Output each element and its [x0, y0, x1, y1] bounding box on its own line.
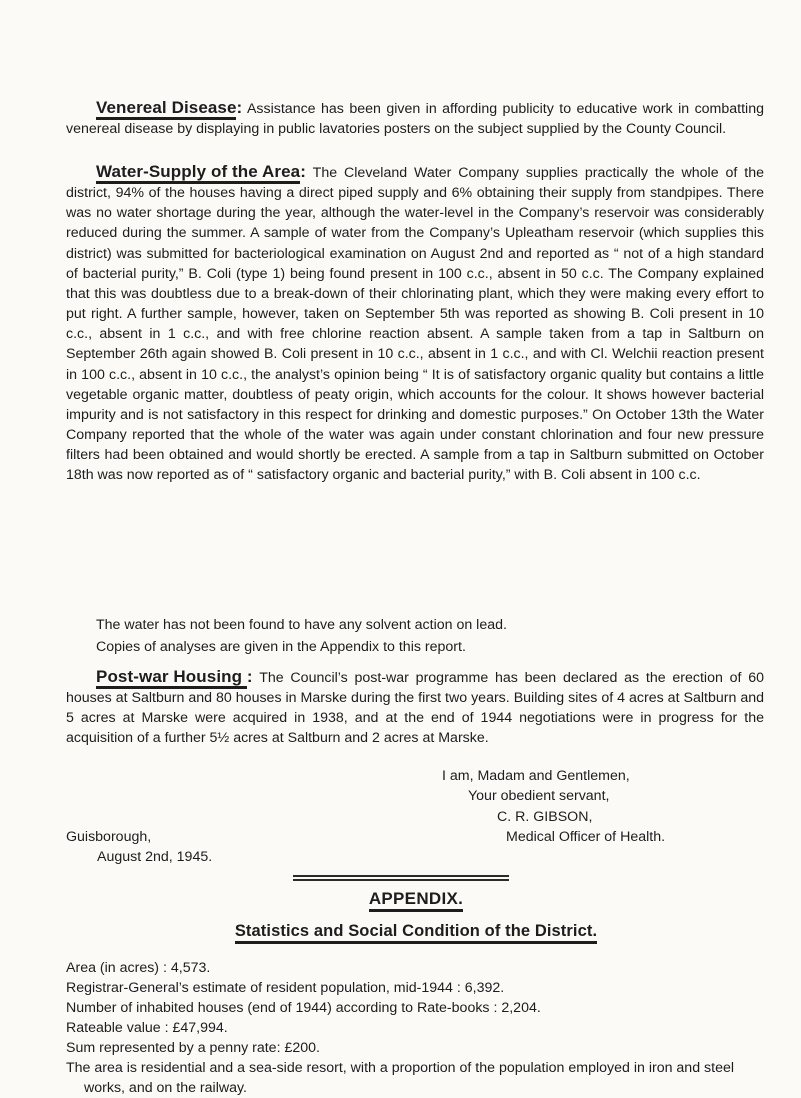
signature-place: Guisborough, [66, 829, 152, 845]
divider-rule-bottom [293, 879, 509, 881]
signature-closing: Your obedient servant, [468, 788, 610, 804]
appendix-title: APPENDIX. [368, 889, 464, 908]
signature-salutation: I am, Madam and Gentlemen, [442, 768, 630, 784]
venereal-disease-heading: Venereal Disease: [96, 98, 243, 117]
water-copies-text: Copies of analyses are given in the Appendix to this report. [96, 639, 466, 655]
water-lead-text: The water has not been found to have any solvent action on lead. [96, 617, 507, 633]
stat-area-description [66, 1058, 766, 1098]
stat-inhabited-houses: Number of inhabited houses (end of 1944) according to Rate-books : 2,204. [66, 1000, 541, 1016]
signature-name: C. R. GIBSON, [497, 809, 593, 825]
stat-area: Area (in acres) : 4,573. [66, 960, 211, 976]
water-supply-paragraph [66, 162, 764, 486]
signature-date: August 2nd, 1945. [97, 849, 213, 865]
housing-text: The Council’s post-war programme has been declared as the erection of 60 houses at Saltburn and 80 houses in Marske during the first two years. Building sites of 4 acres at Saltburn and 5 acres at Marske were acquired in 1938, and at the end of 1944 negotiations were in progress for the acquisition of a further 5½ acres at Saltburn and 2 acres at Marske. [66, 670, 765, 747]
water-supply-heading: Water-Supply of the Area: [96, 162, 306, 181]
stat-penny-rate: Sum represented by a penny rate: £200. [66, 1040, 320, 1056]
appendix-title-wrap [66, 889, 766, 909]
venereal-disease-paragraph [66, 98, 764, 139]
stat-area-description-text: The area is residential and a sea-side resort, with a proportion of the population employed in iron and steel works, and on the railway. [66, 1060, 734, 1096]
water-copies-paragraph [66, 637, 764, 657]
statistics-title-wrap [66, 922, 766, 941]
water-supply-text: The Cleveland Water Company supplies practically the whole of the district, 94% of the houses having a direct piped supply and 6% obtaining their supply from standpipes. There was no water shortage during the year, although the water-level in the Company’s reservoir was considerably reduced during the summer. A sample of water from the Company’s Upleatham reservoir (which supplies this district) was submitted for bacteriological examination on August 2nd and reported as “ not of a high standard of bacterial purity,” B. Coli (type 1) being found present in 100 c.c., absent in 50 c.c. The Company explained that this was doubtless due to a break-down of their chlorinating plant, which they were making every effort to put right. A further sample, however, taken on September 5th was reported as showing B. Coli present in 10 c.c., absent in 1 c.c., and with free chlorine reaction absent. A sample taken from a tap in Saltburn on September 26th again showed B. Coli present in 10 c.c., absent in 1 c.c., and with Cl. Welchii reaction present in 100 c.c., absent in 10 c.c., the analyst’s opinion being “ It is of satisfactory organic quality but contains a little vegetable organic matter, doubtless of peaty origin, which accounts for the colour. It shows however bacterial impurity and is not satisfactory in this respect for drinking and domestic purposes.” On October 13th the Water Company reported that the whole of the water was again under constant chlorination and four new pressure filters had been obtained and would shortly be erected. A sample from a tap in Saltburn submitted on October 18th was now reported as of “ satisfactory organic and bacterial purity,” with B. Coli absent in 100 c.c. [66, 165, 764, 484]
water-lead-paragraph [66, 615, 764, 635]
statistics-title: Statistics and Social Condition of the District. [234, 922, 598, 940]
housing-heading: Post-war Housing : [96, 667, 253, 686]
signature-title: Medical Officer of Health. [506, 829, 666, 845]
stat-population: Registrar-General’s estimate of resident population, mid-1944 : 6,392. [66, 980, 505, 996]
divider-rule-top [293, 875, 509, 877]
housing-paragraph [66, 667, 764, 749]
stat-rateable-value: Rateable value : £47,994. [66, 1020, 228, 1036]
venereal-disease-text: Assistance has been given in affording publicity to educative work in combatting venereal disease by displaying in public lavatories posters on the subject supplied by the County Council. [66, 101, 764, 138]
